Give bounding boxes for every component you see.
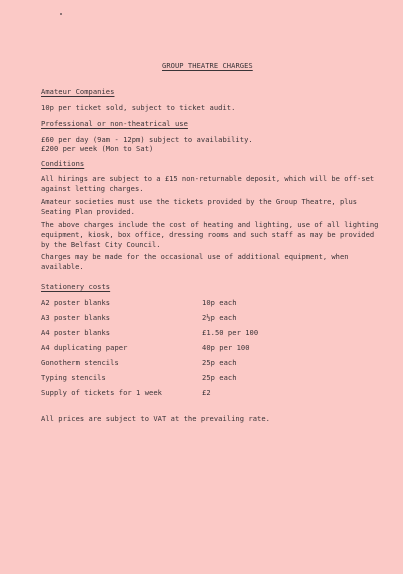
stationery-price: 40p per 100 bbox=[202, 343, 250, 352]
stationery-heading: Stationery costs bbox=[41, 282, 111, 291]
stationery-item: Gonotherm stencils bbox=[41, 358, 119, 367]
conditions-para-3: The above charges include the cost of heating and lighting, use of all lighting equipment, kiosk, box office, dressing rooms and such staff as may be provided by the Belfast City Council. bbox=[41, 220, 379, 249]
amateur-heading: Amateur Companies bbox=[41, 87, 115, 96]
conditions-para-2: Amateur societies must use the tickets provided by the Group Theatre, plus Seating Plan provided. bbox=[41, 197, 358, 216]
stationery-item: A3 poster blanks bbox=[41, 313, 111, 322]
stationery-item: A4 poster blanks bbox=[41, 328, 111, 337]
stationery-price: 25p each bbox=[202, 373, 237, 382]
stationery-item: Supply of tickets for 1 week bbox=[41, 388, 162, 397]
stationery-price: £1.50 per 100 bbox=[202, 328, 259, 337]
stationery-price: £2 bbox=[202, 388, 211, 397]
margin-mark bbox=[60, 13, 62, 15]
stationery-item: A4 duplicating paper bbox=[41, 343, 128, 352]
conditions-para-1: All hirings are subject to a £15 non-returnable deposit, which will be off-set against letting charges. bbox=[41, 174, 375, 193]
professional-line-1: £60 per day (9am - 12pm) subject to availability. bbox=[41, 135, 253, 144]
conditions-heading: Conditions bbox=[41, 159, 85, 168]
professional-line-2: £200 per week (Mon to Sat) bbox=[41, 144, 154, 153]
conditions-para-4: Charges may be made for the occasional use of additional equipment, when available. bbox=[41, 252, 349, 271]
stationery-price: 10p each bbox=[202, 298, 237, 307]
footer-note: All prices are subject to VAT at the prevailing rate. bbox=[41, 414, 271, 423]
stationery-item: A2 poster blanks bbox=[41, 298, 111, 307]
page-title: GROUP THEATRE CHARGES bbox=[162, 61, 253, 70]
stationery-price: 2½p each bbox=[202, 313, 237, 322]
stationery-item: Typing stencils bbox=[41, 373, 106, 382]
stationery-price: 25p each bbox=[202, 358, 237, 367]
professional-heading: Professional or non-theatrical use bbox=[41, 119, 188, 128]
amateur-text: 10p per ticket sold, subject to ticket audit. bbox=[41, 103, 236, 112]
